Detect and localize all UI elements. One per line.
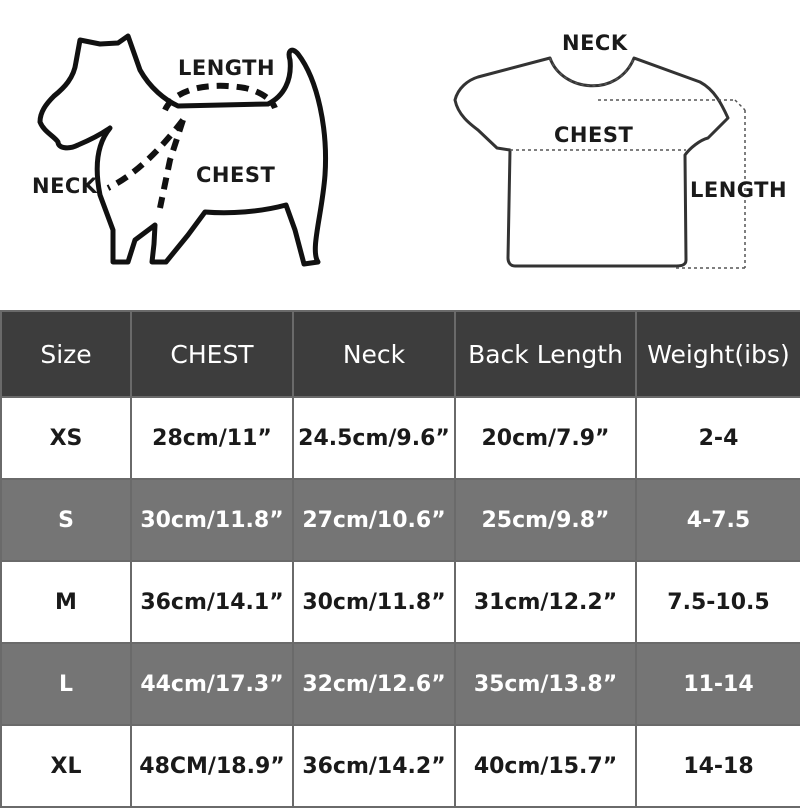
table-row <box>1 643 800 725</box>
header-chest: CHEST <box>131 311 293 397</box>
table-row <box>1 561 800 643</box>
cell-size: XL <box>1 725 131 807</box>
shirt-chest-label: CHEST <box>554 123 634 147</box>
header-size: Size <box>1 311 131 397</box>
table-header-row <box>1 311 800 397</box>
dog-length-label: LENGTH <box>178 56 276 80</box>
cell-neck: 27cm/10.6” <box>293 479 455 561</box>
cell-size: M <box>1 561 131 643</box>
dog-neck-label: NECK <box>32 174 98 198</box>
cell-weight: 4-7.5 <box>636 479 800 561</box>
cell-neck: 32cm/12.6” <box>293 643 455 725</box>
table-row <box>1 725 800 807</box>
cell-chest: 28cm/11” <box>131 397 293 479</box>
header-neck: Neck <box>293 311 455 397</box>
cell-size: S <box>1 479 131 561</box>
cell-weight: 2-4 <box>636 397 800 479</box>
cell-weight: 11-14 <box>636 643 800 725</box>
cell-back-length: 20cm/7.9” <box>455 397 636 479</box>
cell-back-length: 31cm/12.2” <box>455 561 636 643</box>
cell-neck: 36cm/14.2” <box>293 725 455 807</box>
cell-chest: 36cm/14.1” <box>131 561 293 643</box>
cell-size: XS <box>1 397 131 479</box>
header-weight: Weight(ibs) <box>636 311 800 397</box>
cell-weight: 7.5-10.5 <box>636 561 800 643</box>
cell-back-length: 35cm/13.8” <box>455 643 636 725</box>
cell-back-length: 40cm/15.7” <box>455 725 636 807</box>
cell-chest: 44cm/17.3” <box>131 643 293 725</box>
cell-neck: 24.5cm/9.6” <box>293 397 455 479</box>
cell-neck: 30cm/11.8” <box>293 561 455 643</box>
table-row <box>1 397 800 479</box>
cell-back-length: 25cm/9.8” <box>455 479 636 561</box>
cell-weight: 14-18 <box>636 725 800 807</box>
dog-chest-label: CHEST <box>196 163 276 187</box>
shirt-length-label: LENGTH <box>690 178 788 202</box>
cell-chest: 30cm/11.8” <box>131 479 293 561</box>
size-chart-table <box>0 310 800 808</box>
cell-chest: 48CM/18.9” <box>131 725 293 807</box>
table-row <box>1 479 800 561</box>
measurement-diagram <box>0 0 800 310</box>
header-back-length: Back Length <box>455 311 636 397</box>
cell-size: L <box>1 643 131 725</box>
shirt-neck-label: NECK <box>562 31 628 55</box>
shirt-illustration <box>455 58 728 266</box>
